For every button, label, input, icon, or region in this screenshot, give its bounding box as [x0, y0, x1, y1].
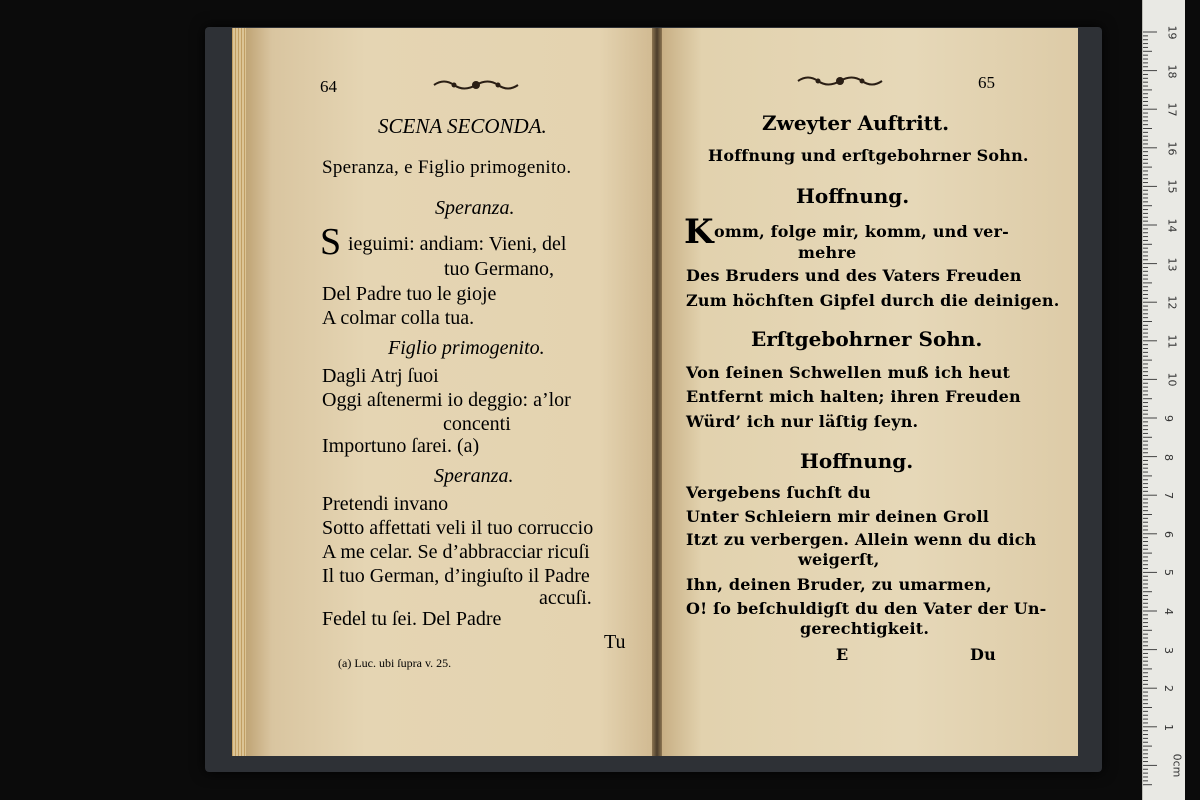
- ruler-label: 2: [1162, 685, 1175, 693]
- right-speaker-3: Hoffnung.: [800, 449, 914, 473]
- left-line: Importuno ſarei. (a): [322, 435, 480, 457]
- left-catchword: Tu: [604, 631, 626, 653]
- ruler-label: 8: [1162, 453, 1175, 461]
- left-line: Sotto affettati veli il tuo corruccio: [322, 517, 594, 539]
- ruler-label: 1: [1162, 723, 1175, 731]
- right-catchword: Du: [970, 645, 996, 664]
- right-line: omm, folge mir, komm, und ver-: [714, 222, 1009, 241]
- left-line: Fedel tu ſei. Del Padre: [322, 608, 502, 630]
- left-cast-line: Speranza, e Figlio primogenito.: [322, 157, 572, 178]
- left-line: Oggi aſtenermi io deggio: a’lor: [322, 389, 571, 411]
- right-line: Zum höchſten Gipfel durch die deinigen.: [686, 291, 1060, 310]
- left-line: Dagli Atrj ſuoi: [322, 365, 439, 387]
- right-page-number: 65: [978, 73, 995, 92]
- right-line: Ihn, deinen Bruder, zu umarmen,: [686, 575, 992, 594]
- page-edges: [232, 28, 246, 756]
- ruler-label: 18: [1165, 64, 1179, 79]
- measuring-ruler: [1142, 0, 1185, 800]
- left-speaker-3: Speranza.: [434, 465, 514, 487]
- left-line: Pretendi invano: [322, 493, 449, 515]
- left-line: accuſi.: [539, 587, 592, 609]
- left-scene-title: SCENA SECONDA.: [378, 114, 547, 138]
- left-speaker-1: Speranza.: [435, 197, 515, 219]
- ornament-icon: [432, 76, 520, 94]
- right-line: O! ſo beſchuldigſt du den Vater der Un-: [686, 599, 1047, 618]
- ruler-label: 13: [1165, 257, 1179, 272]
- ruler-label: 16: [1165, 141, 1179, 156]
- left-line: concenti: [443, 413, 511, 435]
- ruler-label: 14: [1165, 218, 1179, 233]
- right-line: Itzt zu verbergen. Allein wenn du dich: [686, 530, 1037, 549]
- ruler-label: 5: [1162, 569, 1175, 577]
- right-line: Vergebens ſuchſt du: [686, 483, 871, 502]
- left-line: tuo Germano,: [444, 258, 554, 280]
- ruler-label: 4: [1162, 608, 1175, 615]
- ruler-label: 9: [1162, 415, 1175, 422]
- right-line: Des Bruders und des Vaters Freuden: [686, 266, 1022, 285]
- left-line: Il tuo German, d’ingiuſto il Padre: [322, 565, 590, 587]
- ruler-label: 6: [1162, 530, 1175, 538]
- ruler-label: 15: [1165, 179, 1179, 194]
- right-line: mehre: [798, 243, 857, 262]
- right-speaker-2: Erſtgebohrner Sohn.: [751, 327, 983, 351]
- left-page-number: 64: [320, 77, 337, 96]
- left-line: ieguimi: andiam: Vieni, del: [348, 233, 567, 255]
- ruler-label: 0cm: [1170, 754, 1184, 778]
- left-footnote: (a) Luc. ubi ſupra v. 25.: [338, 656, 452, 670]
- ruler-ticks: [1143, 0, 1185, 800]
- book-gutter: [652, 28, 662, 756]
- left-dropcap: S: [320, 221, 342, 263]
- ruler-label: 19: [1165, 25, 1179, 40]
- left-line: A me celar. Se d’abbracciar ricuſi: [322, 541, 590, 563]
- right-line: gerechtigkeit.: [800, 619, 930, 638]
- right-dropcap: K: [684, 212, 714, 252]
- ornament-icon: [796, 72, 884, 90]
- right-line: Entfernt mich halten; ihren Freuden: [686, 387, 1021, 406]
- right-line: Unter Schleiern mir deinen Groll: [686, 507, 990, 526]
- left-line: A colmar colla tua.: [322, 307, 475, 329]
- right-line: Von ſeinen Schwellen muß ich heut: [686, 363, 1011, 382]
- right-cast-line: Hoffnung und erſtgebohrner Sohn.: [708, 146, 1029, 165]
- right-signature-mark: E: [836, 645, 849, 664]
- ruler-label: 17: [1165, 102, 1179, 117]
- ruler-label: 7: [1162, 492, 1175, 500]
- right-line: weigerſt,: [798, 550, 880, 569]
- ruler-label: 12: [1165, 295, 1179, 310]
- ruler-label: 3: [1162, 646, 1175, 654]
- left-line: Del Padre tuo le gioje: [322, 283, 497, 305]
- right-speaker-1: Hoffnung.: [796, 184, 910, 208]
- ruler-label: 11: [1165, 334, 1179, 349]
- left-speaker-2: Figlio primogenito.: [388, 337, 545, 359]
- ruler-label: 10: [1165, 372, 1179, 387]
- right-scene-title: Zweyter Auftritt.: [762, 111, 950, 135]
- right-line: Würd’ ich nur läſtig ſeyn.: [686, 412, 919, 431]
